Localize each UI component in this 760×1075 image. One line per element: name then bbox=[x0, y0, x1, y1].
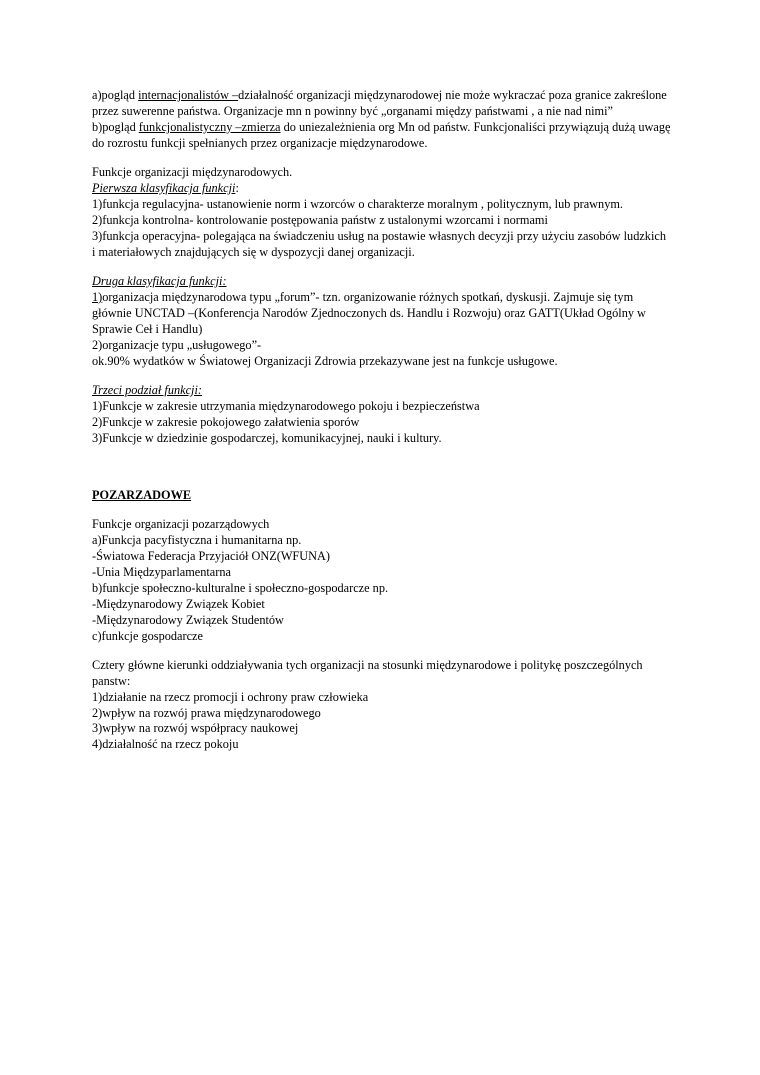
list-item-zwiazek-studentow: -Międzynarodowy Związek Studentów bbox=[92, 612, 284, 627]
list-item-prawa-czlowieka: 1)działanie na rzecz promocji i ochrony praw człowieka bbox=[92, 689, 369, 704]
list-item-unia-miedzyparlamentarna: -Unia Międzyparlamentarna bbox=[92, 564, 231, 579]
paragraph-cztery-kierunki: Cztery główne kierunki oddziaływania tych organizacji na stosunki międzynarodowe i politykę poszczególnych panstw: bbox=[92, 657, 643, 688]
subheading-druga-klasyfikacja-label: Druga klasyfikacja funkcji: bbox=[92, 273, 227, 288]
paragraph-funkcje-pozarzadowych: Funkcje organizacji pozarządowych bbox=[92, 516, 270, 531]
list-item-funkcja-regulacyjna: 1)funkcja regulacyjna- ustanowienie norm i wzorców o charakterze moralnym , politycznym, lub prawnym. bbox=[92, 196, 623, 211]
list-item-funkcje-spoleczno-kulturalne: b)funkcje społeczno-kulturalne i społeczno-gospodarcze np. bbox=[92, 580, 389, 595]
spacer-6 bbox=[92, 504, 672, 517]
list-item-wfuna: -Światowa Federacja Przyjaciół ONZ(WFUNA) bbox=[92, 548, 331, 563]
list-marker-1-underlined: 1) bbox=[92, 289, 103, 304]
paragraph-funkcjonalistyczny-text: do uniezależnienia org Mn od państw. Funkcjonaliści przywiązują dużą uwagę do rozrostu funkcji spełnianych przez organizacje międzynarodowe. bbox=[92, 119, 671, 150]
list-item-prawo-miedzynarodowe: 2)wpływ na rozwój prawa międzynarodowego bbox=[92, 705, 321, 720]
underlined-term-funkcjonalistyczny: funkcjonalistyczny –zmierza bbox=[138, 119, 281, 134]
heading-funkcje-organizacji: Funkcje organizacji międzynarodowych. bbox=[92, 164, 293, 179]
list-item-gospodarka-kultura: 3)Funkcje w dziedzinie gospodarczej, komunikacyjnej, nauki i kultury. bbox=[92, 430, 442, 445]
list-item-organizacja-forum bbox=[92, 290, 672, 338]
spacer-5 bbox=[92, 475, 672, 488]
list-item-funkcje-gospodarcze: c)funkcje gospodarcze bbox=[92, 628, 203, 643]
spacer-1 bbox=[92, 152, 672, 165]
list-item-funkcja-operacyjna: 3)funkcja operacyjna- polegająca na świadczeniu usług na postawie własnych decyzji przy użyciu zasobów ludzkich i materiałowych znajdujących się w dyspozycji danej organizacji. bbox=[92, 228, 666, 259]
label-a-poglad: a)pogląd bbox=[92, 88, 139, 102]
spacer-3 bbox=[92, 370, 672, 383]
subheading-pierwsza-klasyfikacja-label: Pierwsza klasyfikacja funkcji bbox=[92, 180, 236, 195]
subheading-pierwsza-klasyfikacja bbox=[92, 181, 672, 197]
list-item-funkcja-kontrolna: 2)funkcja kontrolna- kontrolowanie postępowania państw z ustalonymi wzorcami i normami bbox=[92, 212, 548, 227]
label-b-poglad: b)pogląd bbox=[92, 119, 139, 134]
document-body bbox=[92, 88, 672, 753]
subheading-trzeci-podzial bbox=[92, 383, 672, 399]
subheading-trzeci-podzial-label: Trzeci podział funkcji: bbox=[92, 382, 202, 397]
list-item-dzialalnosc-pokoj: 4)działalność na rzecz pokoju bbox=[92, 737, 239, 752]
list-item-who-wydatki: ok.90% wydatków w Światowej Organizacji Zdrowia przekazywane jest na funkcje usługowe. bbox=[92, 353, 558, 368]
list-item-zwiazek-kobiet: -Międzynarodowy Związek Kobiet bbox=[92, 596, 265, 611]
paragraph-internacjonalisci bbox=[92, 88, 672, 120]
spacer-2 bbox=[92, 261, 672, 274]
paragraph-funkcjonalistyczny bbox=[92, 120, 672, 152]
subheading-pierwsza-klasyfikacja-colon: : bbox=[235, 180, 239, 195]
underlined-term-internacjonalistow: internacjonalistów – bbox=[138, 88, 239, 102]
list-item-funkcja-pacyfistyczna: a)Funkcja pacyfistyczna i humanitarna np. bbox=[92, 532, 302, 547]
section-heading-pozarzadowe-label: POZARZADOWE bbox=[92, 487, 192, 502]
spacer-4 bbox=[92, 447, 672, 475]
list-item-wspolpraca-naukowa: 3)wpływ na rozwój współpracy naukowej bbox=[92, 721, 299, 736]
list-item-organizacje-uslugowe: 2)organizacje typu „usługowego”- bbox=[92, 337, 262, 352]
section-heading-pozarzadowe bbox=[92, 488, 672, 504]
list-item-organizacja-forum-text: organizacja międzynarodowa typu „forum”- tzn. organizowanie różnych spotkań, dyskusji. Zajmuje się tym głównie UNCTAD –(Konferencja Narodów Zjednoczonych ds. Handlu i Rozwoju) oraz GATT(Układ Ogólny w Sprawie Ceł i Handlu) bbox=[92, 289, 646, 336]
list-item-pokoj-bezpieczenstwo: 1)Funkcje w zakresie utrzymania międzynarodowego pokoju i bezpieczeństwa bbox=[92, 398, 480, 413]
paragraph-internacjonalisci-text: działalność organizacji międzynarodowej nie może wykraczać poza granice zakreślone przez suwerenne państwa. Organizacje mn n powinny być „organami między państwami , a nie nad nimi” bbox=[92, 88, 667, 118]
subheading-druga-klasyfikacja bbox=[92, 274, 672, 290]
list-item-zalatwienie-sporow: 2)Funkcje w zakresie pokojowego załatwienia sporów bbox=[92, 414, 360, 429]
spacer-7 bbox=[92, 645, 672, 658]
